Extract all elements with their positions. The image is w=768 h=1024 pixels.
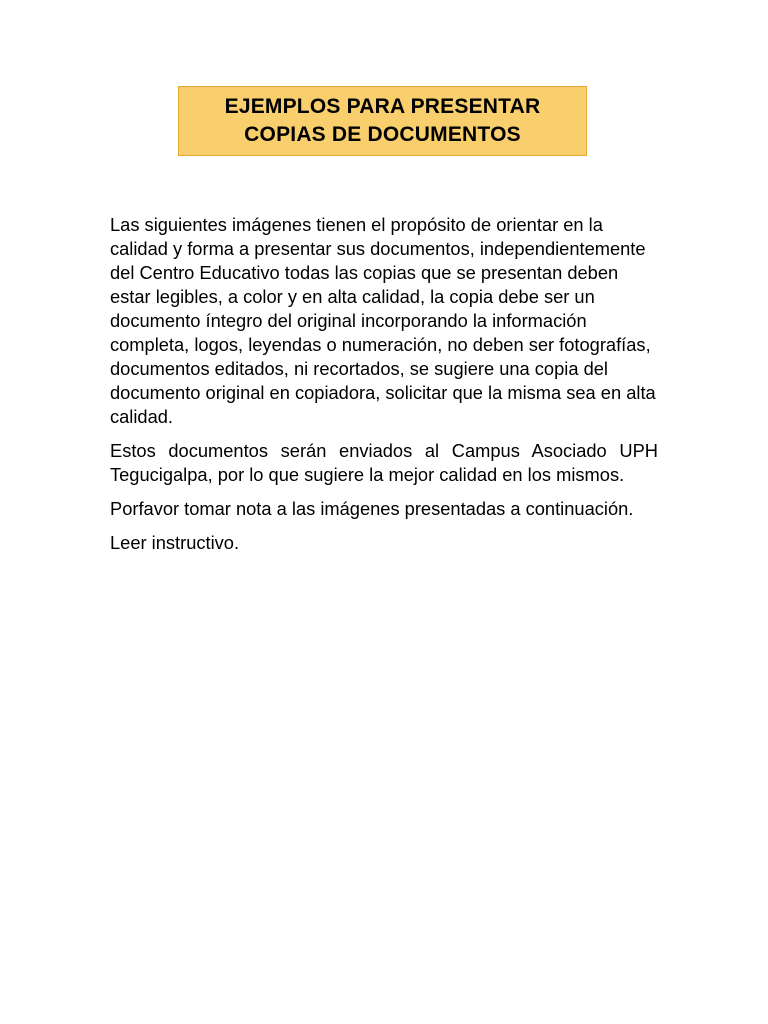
document-body xyxy=(110,213,658,565)
page-title-line-2: COPIAS DE DOCUMENTOS xyxy=(244,123,521,146)
paragraph-instructions: Las siguientes imágenes tienen el propósito de orientar en la calidad y forma a presentar sus documentos, independientemente del Centro Educativo todas las copias que se presentan deben estar legibles, a color y en alta calidad, la copia debe ser un documento íntegro del original incorporando la información completa, logos, leyendas o numeración, no deben ser fotografías, documentos editados, ni recortados, se sugiere una copia del documento original en copiadora, solicitar que la misma sea en alta calidad. xyxy=(110,214,656,427)
paragraph-read-instructions: Leer instructivo. xyxy=(110,532,240,553)
paragraph-note-images: Porfavor tomar nota a las imágenes presentadas a continuación. xyxy=(110,498,634,519)
title-box xyxy=(178,86,587,156)
paragraph-campus-note: Estos documentos serán enviados al Campus Asociado UPH Tegucigalpa, por lo que sugiere la mejor calidad en los mismos. xyxy=(110,440,658,485)
page-title-line-1: EJEMPLOS PARA PRESENTAR xyxy=(224,95,541,118)
